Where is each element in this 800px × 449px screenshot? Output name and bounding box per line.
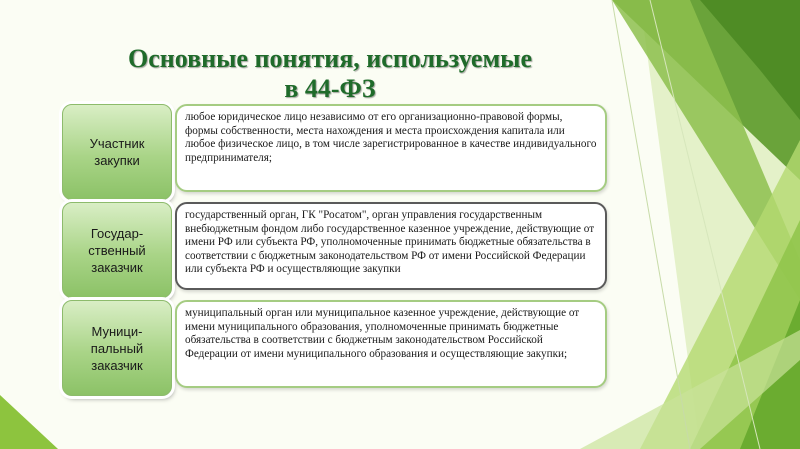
term-box-state-customer xyxy=(62,202,172,298)
term-text-line: пальный xyxy=(90,340,144,356)
term-text-line: заказчик xyxy=(91,357,143,373)
definition-box-municipal-customer: муниципальный орган или муниципальное казенное учреждение, действующие от имени муниципального образования, уполномоченные принимать бюджетные обязательства в соответствии с бюджетным законодательством Российской Федерации от имени муниципального образования и осуществляющие закупки; xyxy=(175,300,607,388)
term-text-line: закупки xyxy=(94,153,140,168)
title-line-1: Основные понятия, используемые xyxy=(128,44,532,73)
term-text-line: Участник xyxy=(89,136,145,151)
term-text-line: Государ- xyxy=(90,225,144,241)
term-text-line: Муници- xyxy=(91,323,143,339)
definition-box-participant: любое юридическое лицо независимо от его организационно-правовой формы, формы собственности, места нахождения и места происхождения капитала или любое физическое лицо, в том числе зарегистрированное в качестве индивидуального предпринимателя; xyxy=(175,104,607,192)
term-box-municipal-customer xyxy=(62,300,172,396)
definition-box-state-customer: государственный орган, ГК "Росатом", орган управления государственным внебюджетным фондом либо государственное казенное учреждение, действующие от имени РФ или субъекта РФ, уполномоченные принимать бюджетные обязательства в соответствии с бюджетным законодательством РФ от имени Российской Федерации или субъекта РФ и осуществляющие закупки xyxy=(175,202,607,290)
title-line-2: в 44-ФЗ xyxy=(284,74,376,103)
term-text-line: ственный xyxy=(88,242,146,258)
term-box-participant xyxy=(62,104,172,200)
slide-title xyxy=(40,44,620,104)
term-text-line: заказчик xyxy=(91,259,143,275)
